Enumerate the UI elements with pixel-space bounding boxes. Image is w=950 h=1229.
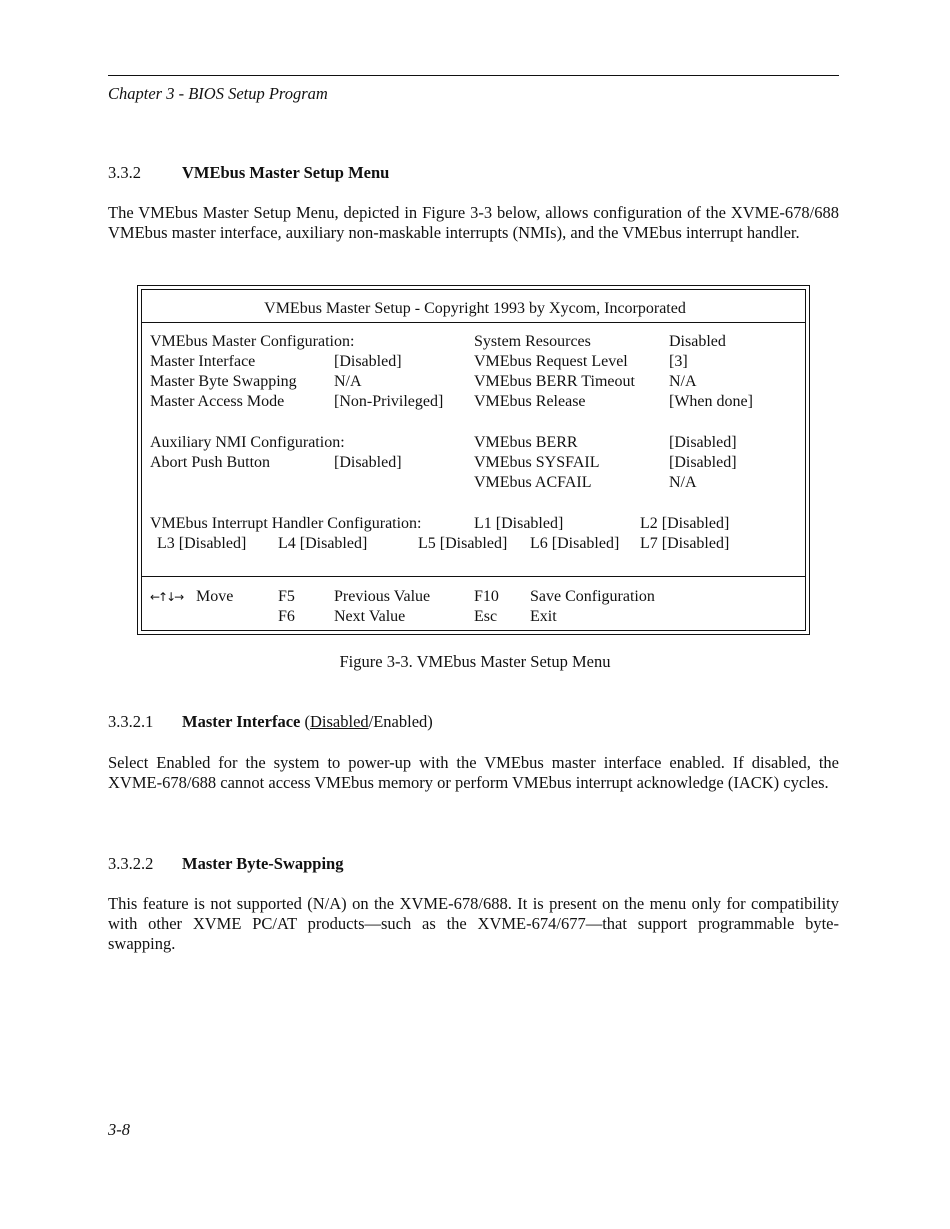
berr-value[interactable]: [Disabled] xyxy=(669,434,737,451)
subsection-1-options-rest: /Enabled) xyxy=(368,712,433,731)
irq-l5[interactable]: L5 [Disabled] xyxy=(418,535,508,552)
release-value[interactable]: [When done] xyxy=(669,393,753,410)
subsection-1-heading xyxy=(182,712,433,732)
f10-key: F10 xyxy=(474,588,499,605)
f5-key: F5 xyxy=(278,588,295,605)
esc-key: Esc xyxy=(474,608,498,625)
system-resources-value: Disabled xyxy=(669,333,726,350)
esc-label: Exit xyxy=(530,608,557,625)
figure-caption: Figure 3-3. VMEbus Master Setup Menu xyxy=(339,652,611,671)
bios-title-divider xyxy=(141,322,806,323)
subsection-2-body: This feature is not supported (N/A) on the XVME-678/688. It is present on the menu only for compatibility with other XVME PC/AT products—such as the XVME-674/677—that support programmable byte-swapping. xyxy=(108,894,839,953)
subsection-1-default-option: Disabled xyxy=(309,712,369,731)
page-number: 3-8 xyxy=(108,1120,130,1139)
sysfail-label: VMEbus SYSFAIL xyxy=(474,454,600,471)
irq-l6[interactable]: L6 [Disabled] xyxy=(530,535,620,552)
irq-l2[interactable]: L2 [Disabled] xyxy=(640,515,730,532)
f5-label: Previous Value xyxy=(334,588,431,605)
subsection-2-number: 3.3.2.2 xyxy=(108,854,154,873)
f6-label: Next Value xyxy=(334,608,406,625)
system-resources-label: System Resources xyxy=(474,333,591,350)
subsection-1-number: 3.3.2.1 xyxy=(108,712,154,731)
irq-l1[interactable]: L1 [Disabled] xyxy=(474,515,564,532)
nmi-heading: Auxiliary NMI Configuration: xyxy=(150,434,345,451)
arrow-keys-icon: ←↑↓→ xyxy=(150,590,183,604)
berr-timeout-value: N/A xyxy=(669,373,697,390)
irq-l4[interactable]: L4 [Disabled] xyxy=(278,535,368,552)
bios-title: VMEbus Master Setup - Copyright 1993 by Xycom, Incorporated xyxy=(264,300,686,317)
access-mode-value[interactable]: [Non-Privileged] xyxy=(334,393,444,410)
abort-button-label: Abort Push Button xyxy=(150,454,271,471)
subsection-1-options-open: ( xyxy=(304,712,310,731)
master-interface-value[interactable]: [Disabled] xyxy=(334,353,402,370)
f6-key: F6 xyxy=(278,608,295,625)
section-intro: The VMEbus Master Setup Menu, depicted in Figure 3-3 below, allows configuration of the XVME-678/688 VMEbus master interface, auxiliary non-maskable interrupts (NMIs), and the VMEbus interrupt handler. xyxy=(108,203,839,242)
access-mode-label: Master Access Mode xyxy=(150,393,285,410)
master-config-heading: VMEbus Master Configuration: xyxy=(150,333,355,350)
bios-footer-divider xyxy=(141,576,806,577)
request-level-label: VMEbus Request Level xyxy=(474,353,628,370)
acfail-label: VMEbus ACFAIL xyxy=(474,474,592,491)
request-level-value[interactable]: [3] xyxy=(669,353,688,370)
irq-l3[interactable]: L3 [Disabled] xyxy=(157,535,247,552)
section-title: VMEbus Master Setup Menu xyxy=(182,163,390,182)
f10-label: Save Configuration xyxy=(530,588,655,605)
subsection-1-title: Master Interface xyxy=(182,712,301,731)
sysfail-value[interactable]: [Disabled] xyxy=(669,454,737,471)
subsection-1-body: Select Enabled for the system to power-up with the VMEbus master interface enabled. If disabled, the XVME-678/688 cannot access VMEbus memory or perform VMEbus interrupt acknowledge (IACK) cycles. xyxy=(108,753,839,792)
byte-swap-value: N/A xyxy=(334,373,362,390)
section-number: 3.3.2 xyxy=(108,163,141,182)
berr-timeout-label: VMEbus BERR Timeout xyxy=(474,373,635,390)
master-interface-label: Master Interface xyxy=(150,353,256,370)
irq-l7[interactable]: L7 [Disabled] xyxy=(640,535,730,552)
byte-swap-label: Master Byte Swapping xyxy=(150,373,297,390)
abort-button-value[interactable]: [Disabled] xyxy=(334,454,402,471)
irq-heading: VMEbus Interrupt Handler Configuration: xyxy=(150,515,422,532)
header-rule xyxy=(108,75,839,76)
move-label: Move xyxy=(196,588,234,605)
berr-label: VMEbus BERR xyxy=(474,434,578,451)
release-label: VMEbus Release xyxy=(474,393,586,410)
chapter-header: Chapter 3 - BIOS Setup Program xyxy=(108,84,328,103)
acfail-value: N/A xyxy=(669,474,697,491)
subsection-2-title: Master Byte-Swapping xyxy=(182,854,344,873)
